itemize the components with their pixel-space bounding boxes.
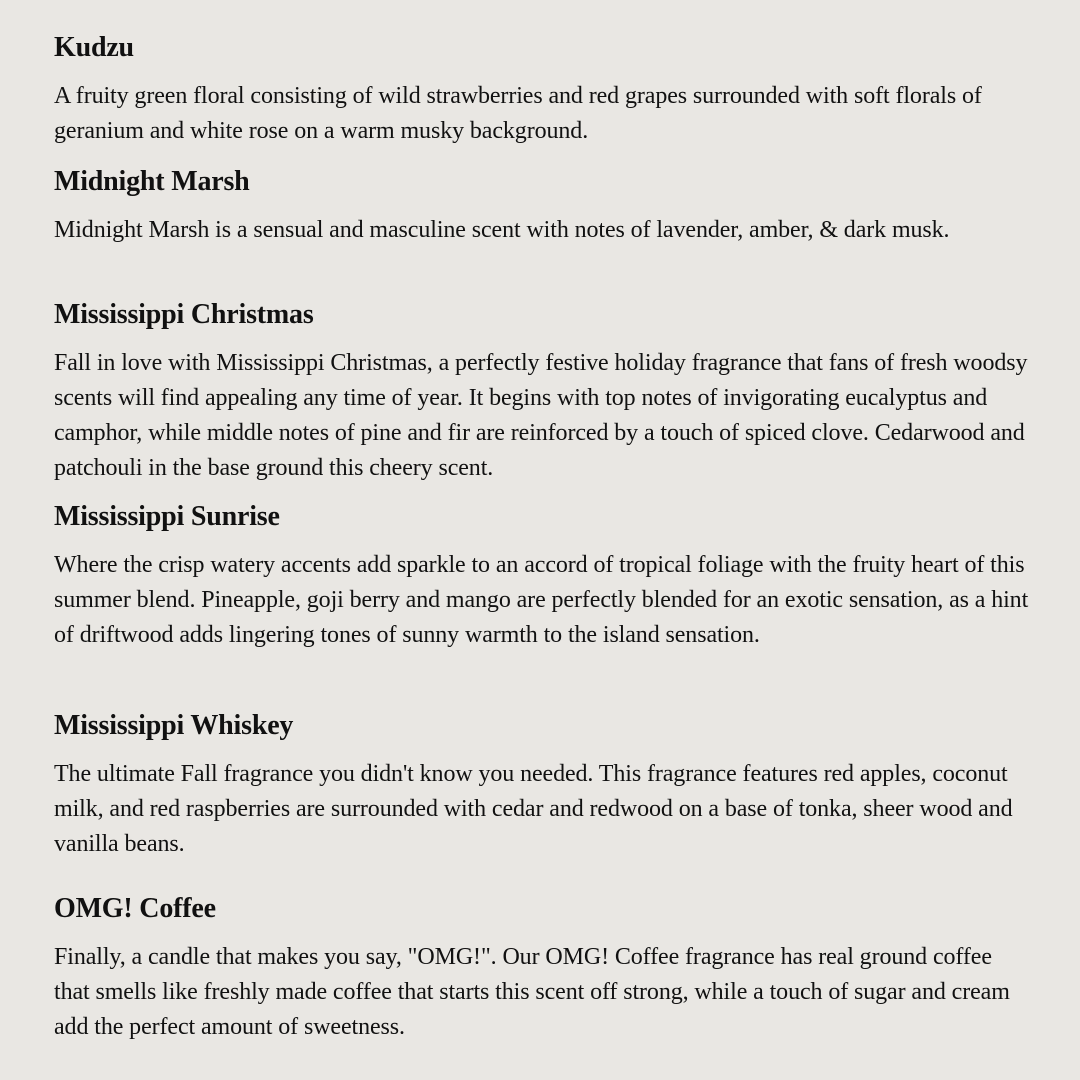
fragrance-entry-midnight-marsh <box>54 165 1029 248</box>
fragrance-title: Mississippi Whiskey <box>54 710 294 741</box>
fragrance-title: OMG! Coffee <box>54 893 216 924</box>
fragrance-title: Midnight Marsh <box>54 166 250 197</box>
fragrance-entry-mississippi-whiskey <box>54 709 1029 862</box>
fragrance-description: Fall in love with Mississippi Christmas, a perfectly festive holiday fragrance that fans of fresh woodsy scents will find appealing any time of year. It begins with top notes of invigorating eucalyptus and camphor, while middle notes of pine and fir are reinforced by a touch of spiced clove. Cedarwood and patchouli in the base ground this cheery scent. <box>54 350 1028 481</box>
fragrance-description: Midnight Marsh is a sensual and masculine scent with notes of lavender, amber, & dark musk. <box>54 217 950 243</box>
fragrance-entry-mississippi-christmas <box>54 298 1029 486</box>
fragrance-description: Finally, a candle that makes you say, "OMG!". Our OMG! Coffee fragrance has real ground coffee that smells like freshly made coffee that starts this scent off strong, while a touch of sugar and cream add the perfect amount of sweetness. <box>54 944 1010 1040</box>
fragrance-entry-kudzu <box>54 31 1029 149</box>
fragrance-title: Mississippi Christmas <box>54 299 314 330</box>
fragrance-description: Where the crisp watery accents add sparkle to an accord of tropical foliage with the fruity heart of this summer blend. Pineapple, goji berry and mango are perfectly blended for an exotic sensation, as a hint of driftwood adds lingering tones of sunny warmth to the island sensation. <box>54 552 1029 648</box>
fragrance-entry-mississippi-sunrise <box>54 500 1029 653</box>
fragrance-entry-omg-coffee <box>54 892 1029 1045</box>
fragrance-title: Mississippi Sunrise <box>54 501 280 532</box>
fragrance-description: The ultimate Fall fragrance you didn't know you needed. This fragrance features red apples, coconut milk, and red raspberries are surrounded with cedar and redwood on a base of tonka, sheer wood and vanilla beans. <box>54 761 1013 857</box>
fragrance-title: Kudzu <box>54 32 134 63</box>
fragrance-description: A fruity green floral consisting of wild strawberries and red grapes surrounded with soft florals of geranium and white rose on a warm musky background. <box>54 83 982 144</box>
